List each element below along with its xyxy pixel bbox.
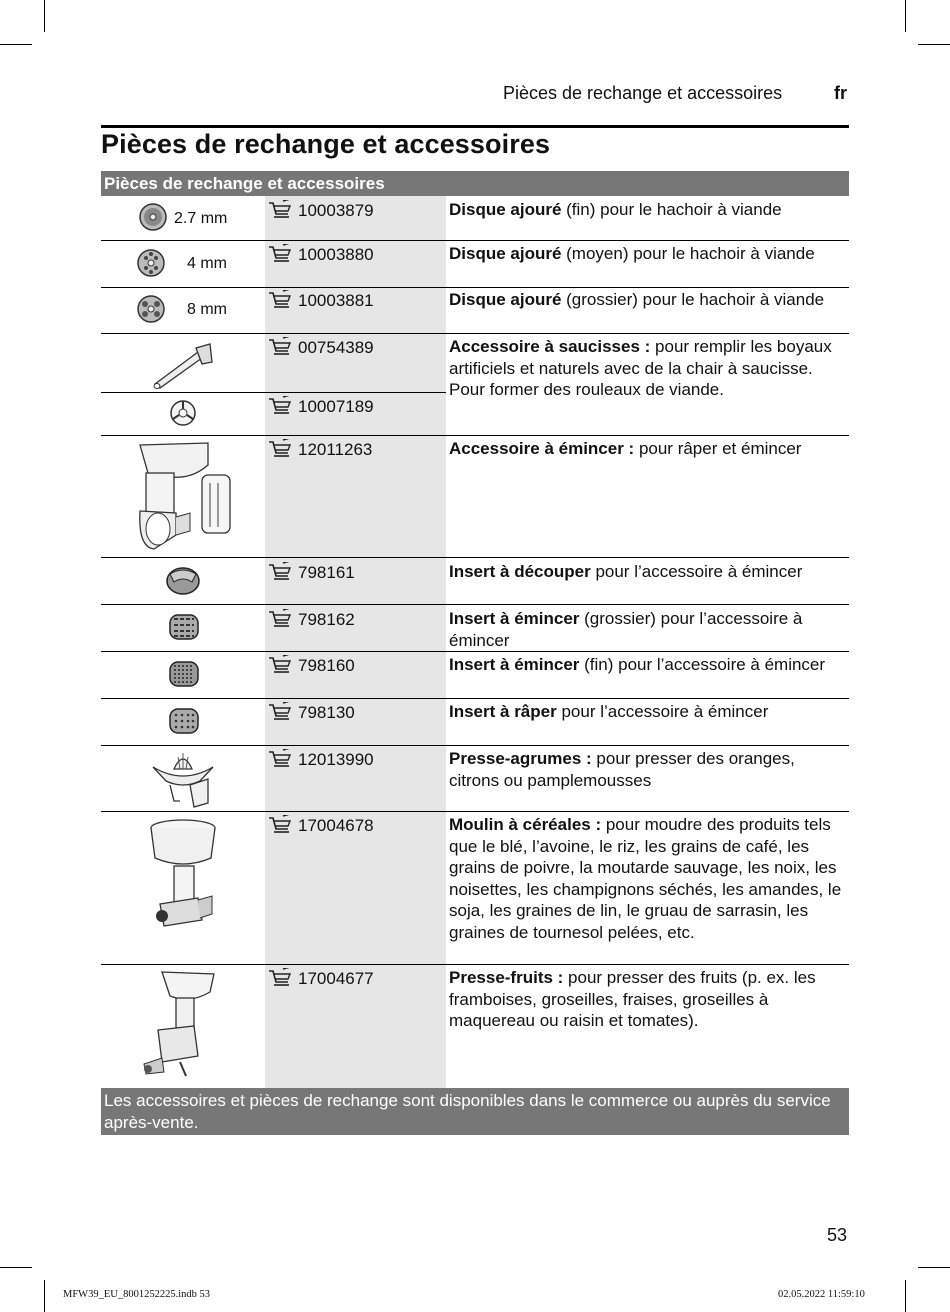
- fine-disc-icon: [138, 202, 168, 237]
- part-number-text: 12011263: [298, 440, 373, 459]
- part-description: Moulin à céréales : pour moudre des produits tels que le blé, l’avoine, le riz, les grains de café, les grains de poivre, la moutarde sauvage, les noix, les noisettes, les champignons séchés, les amandes, le soja, les graines de lin, le gruau de sarrasin, les graines de tournesol pelées, etc.: [449, 815, 842, 942]
- part-number: [268, 244, 374, 265]
- shopping-cart-icon: [268, 655, 292, 676]
- page-number: 53: [827, 1225, 848, 1245]
- sausage-ring-icon: [167, 398, 199, 433]
- shopping-cart-icon: [268, 396, 292, 417]
- shopping-cart-icon: [268, 337, 292, 358]
- part-number: [268, 337, 374, 358]
- part-number-text: 798162: [298, 610, 355, 629]
- grating-drum-icon: [164, 704, 202, 743]
- part-number-text: 798161: [298, 563, 355, 582]
- part-number: [268, 439, 372, 460]
- part-number-text: 17004677: [298, 969, 374, 988]
- part-number: [268, 396, 374, 417]
- shopping-cart-icon: [268, 290, 292, 311]
- part-description: Disque ajouré (moyen) pour le hachoir à viande: [449, 244, 815, 263]
- code-column-background: [265, 196, 446, 1088]
- shopping-cart-icon: [268, 702, 292, 723]
- part-description: Presse-agrumes : pour presser des oranges, citrons ou pamplemousses: [449, 749, 795, 790]
- shopping-cart-icon: [268, 749, 292, 770]
- part-number-text: 798130: [298, 703, 355, 722]
- fruit-press-icon: [140, 968, 220, 1083]
- coarse-slicing-drum-icon: [164, 610, 202, 649]
- running-header: Pièces de rechange et accessoires: [503, 83, 783, 103]
- header-rule: [101, 125, 849, 128]
- page-title: Pièces de rechange et accessoires: [101, 129, 551, 159]
- shopping-cart-icon: [268, 968, 292, 989]
- part-number-text: 17004678: [298, 816, 374, 835]
- imprint-file: MFW39_EU_8001252225.indb 53: [63, 1289, 210, 1300]
- fine-slicing-drum-icon: [164, 657, 202, 696]
- cutting-insert-icon: [164, 564, 202, 603]
- part-description: Insert à râper pour l’accessoire à émincer: [449, 702, 769, 721]
- part-number-text: 10007189: [298, 397, 374, 416]
- imprint-date: 02.05.2022 11:59:10: [778, 1289, 865, 1300]
- part-number: [268, 702, 355, 723]
- part-description: Accessoire à saucisses : pour remplir les boyaux artificiels et naturels avec de la chair à saucisse. Pour former des rouleaux de viande.: [449, 337, 832, 399]
- shopping-cart-icon: [268, 609, 292, 630]
- part-description: Disque ajouré (grossier) pour le hachoir à viande: [449, 290, 825, 309]
- coarse-disc-icon: [136, 294, 166, 329]
- shopping-cart-icon: [268, 244, 292, 265]
- part-description: Disque ajouré (fin) pour le hachoir à viande: [449, 200, 782, 219]
- shopping-cart-icon: [268, 200, 292, 221]
- shopping-cart-icon: [268, 815, 292, 836]
- slicer-attachment-icon: [132, 439, 242, 558]
- part-description: Insert à découper pour l’accessoire à émincer: [449, 562, 803, 581]
- medium-disc-icon: [136, 248, 166, 283]
- part-number-text: 10003881: [298, 291, 374, 310]
- part-number: [268, 968, 374, 989]
- part-number-text: 798160: [298, 656, 355, 675]
- size-label: 4 mm: [187, 255, 227, 272]
- size-label: 8 mm: [187, 301, 227, 318]
- size-label: 2.7 mm: [174, 210, 228, 227]
- language-code: fr: [834, 83, 847, 103]
- availability-note: Les accessoires et pièces de rechange sont disponibles dans le commerce ou auprès du service après-vente.: [101, 1088, 849, 1135]
- part-number: [268, 815, 374, 836]
- table-heading: Pièces de rechange et accessoires: [101, 171, 849, 196]
- part-number: [268, 655, 355, 676]
- part-number: [268, 290, 374, 311]
- shopping-cart-icon: [268, 439, 292, 460]
- part-description: Insert à émincer (fin) pour l’accessoire à émincer: [449, 655, 826, 674]
- part-number-text: 12013990: [298, 750, 374, 769]
- part-description: Accessoire à émincer : pour râper et émincer: [449, 439, 802, 458]
- part-number: [268, 749, 374, 770]
- part-number-text: 10003879: [298, 201, 374, 220]
- citrus-press-icon: [150, 751, 216, 814]
- part-description: Presse-fruits : pour presser des fruits (p. ex. les framboises, groseilles, fraises, groseilles à maquereau ou raisin et tomates).: [449, 968, 816, 1030]
- grain-mill-icon: [146, 818, 220, 935]
- part-number: [268, 200, 374, 221]
- part-number-text: 00754389: [298, 338, 374, 357]
- part-number: [268, 562, 355, 583]
- part-number-text: 10003880: [298, 245, 374, 264]
- part-number: [268, 609, 355, 630]
- sausage-nozzle-icon: [150, 340, 216, 395]
- part-description: Insert à émincer (grossier) pour l’accessoire à émincer: [449, 609, 803, 650]
- shopping-cart-icon: [268, 562, 292, 583]
